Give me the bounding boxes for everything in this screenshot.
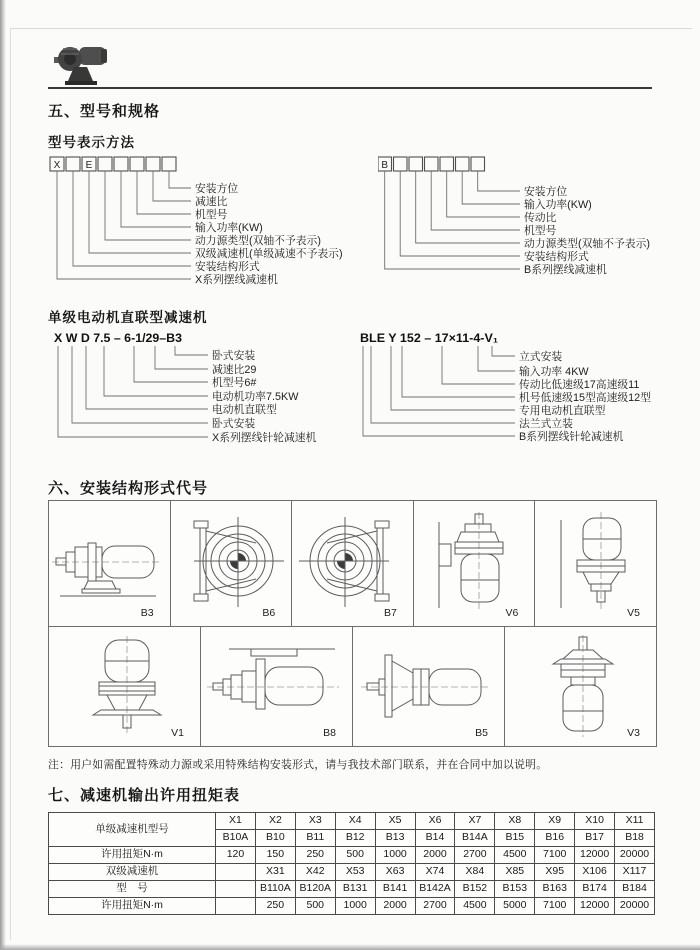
torque-table-cell: X5 (375, 813, 415, 830)
mount-code-b3: B3 (140, 607, 154, 619)
scan-edge-bottom (0, 944, 700, 950)
torque-table-cell: X84 (455, 864, 495, 881)
x-series-code-diagram (48, 155, 378, 295)
torque-table-cell: 2000 (415, 847, 455, 864)
mount-code-v6: V6 (505, 607, 519, 619)
xwd-model-code: X W D 7.5 – 6-1/29–B3 (54, 331, 183, 345)
mount-code-v5: V5 (627, 607, 640, 619)
mount-code-b5: B5 (475, 727, 488, 739)
torque-table (48, 812, 655, 915)
xwd-label-horizontal-mount: 卧式安装 (212, 350, 256, 362)
torque-table-cell: X7 (455, 813, 495, 830)
torque-table-cell: B18 (615, 830, 655, 847)
section6-title: 六、安装结构形式代号 (48, 480, 209, 497)
torque-table-cell: 500 (335, 847, 375, 864)
b-label-series: B系列摆线减速机 (524, 264, 607, 276)
torque-table-cell: B14 (415, 830, 455, 847)
ble-label-frame-size: 机号低速级15型高速级12型 (519, 392, 651, 404)
mount-code-b7: B7 (383, 607, 397, 619)
torque-table-cell: X42 (295, 864, 335, 881)
torque-table-cell: B131 (335, 881, 375, 898)
x-label-frame-size: 机型号 (195, 209, 228, 221)
torque-table-cell: 250 (295, 847, 335, 864)
x-box-0: X (53, 160, 61, 171)
torque-table-cell: B142A (415, 881, 455, 898)
xwd-label-series: X系列摆线针轮减速机 (212, 432, 317, 444)
v6-drawing (415, 512, 533, 616)
b-label-mount-orientation: 安装方位 (524, 186, 568, 198)
mount-cell-b3 (49, 501, 171, 627)
ble-model-code: BLE Y 152 – 17×11-4-V₁ (360, 331, 499, 345)
xwd-label-ratio-29: 减速比29 (212, 364, 257, 376)
torque-table-cell (216, 864, 256, 881)
torque-table-cell: B16 (535, 830, 575, 847)
torque-table-row (49, 813, 655, 830)
torque-table-cell: 2700 (455, 847, 495, 864)
section7-title: 七、减速机输出许用扭矩表 (48, 787, 241, 804)
x-label-structure: 安装结构形式 (195, 261, 260, 273)
mount-grid-row-1 (49, 501, 656, 627)
torque-table-cell: B163 (535, 881, 575, 898)
torque-table-cell: X11 (615, 813, 655, 830)
torque-table-cell: B120A (295, 881, 335, 898)
torque-table-cell: 12000 (575, 847, 615, 864)
ble-example-diagram (352, 330, 672, 450)
ble-label-input-power: 输入功率 4KW (519, 366, 589, 378)
b6-drawing (172, 513, 290, 615)
torque-table-cell: B14A (455, 830, 495, 847)
header-rule (48, 87, 652, 89)
x-label-input-power: 输入功率(KW) (195, 222, 263, 234)
torque-table-cell: 250 (255, 898, 295, 915)
b-box-0: B (381, 160, 389, 171)
mount-code-v1: V1 (171, 727, 184, 739)
torque-table-label-cell: 型 号 (49, 881, 216, 898)
torque-table-row (49, 881, 655, 898)
torque-table-cell: 5000 (495, 898, 535, 915)
mount-cell-b6 (171, 501, 293, 627)
torque-table-cell: B17 (575, 830, 615, 847)
mount-code-v3: V3 (627, 727, 640, 739)
torque-table-cell: X106 (575, 864, 615, 881)
torque-table-cell: B13 (375, 830, 415, 847)
mount-structure-grid (48, 500, 657, 747)
torque-table-cell: X85 (495, 864, 535, 881)
b-label-structure: 安装结构形式 (524, 251, 589, 263)
torque-table-cell: X74 (415, 864, 455, 881)
torque-table-cell: 2700 (415, 898, 455, 915)
torque-table-cell (216, 881, 256, 898)
page-frame-left (10, 28, 11, 940)
torque-table-cell: 20000 (615, 847, 655, 864)
torque-table-cell: 4500 (455, 898, 495, 915)
b-label-ratio: 传动比 (524, 212, 557, 224)
torque-table-cell: B10 (255, 830, 295, 847)
torque-table-label-cell: 双级减速机 (49, 864, 216, 881)
torque-table-cell: X9 (535, 813, 575, 830)
torque-table-cell (216, 898, 256, 915)
torque-table-cell: 12000 (575, 898, 615, 915)
torque-table-cell: 150 (255, 847, 295, 864)
x-label-double-stage: 双级减速机(单级减速不予表示) (195, 248, 343, 260)
single-stage-title: 单级电动机直联型减速机 (48, 310, 208, 325)
torque-table-cell: B152 (455, 881, 495, 898)
x-box-2: E (85, 160, 93, 171)
ble-label-flange-mount: 法兰式立装 (519, 418, 573, 430)
b-label-power-source: 动力源类型(双轴不予表示) (524, 238, 650, 250)
b-label-frame-size: 机型号 (524, 225, 557, 237)
ble-label-vertical-mount: 立式安装 (519, 351, 563, 363)
mount-cell-v1 (49, 627, 201, 746)
torque-table-cell: 7100 (535, 847, 575, 864)
mount-code-b6: B6 (262, 607, 276, 619)
mount-cell-v5 (535, 501, 656, 627)
mount-cell-v6 (414, 501, 536, 627)
torque-table-row (49, 864, 655, 881)
torque-table-cell: B141 (375, 881, 415, 898)
xwd-label-frame-6: 机型号6# (212, 377, 257, 389)
mount-cell-v3 (505, 627, 656, 746)
torque-table-cell: B12 (335, 830, 375, 847)
b7-drawing (293, 513, 411, 615)
torque-table-cell: X117 (615, 864, 655, 881)
torque-table-label-cell: 许用扭矩N·m (49, 898, 216, 915)
torque-table-cell: X4 (335, 813, 375, 830)
x-label-power-source: 动力源类型(双轴不予表示) (195, 235, 321, 247)
mount-cell-b8 (201, 627, 353, 746)
page-frame-top (10, 28, 692, 29)
torque-table-cell: X2 (255, 813, 295, 830)
ble-label-series: B系列摆线针轮减速机 (519, 431, 624, 443)
torque-table-cell: X1 (216, 813, 256, 830)
model-method-title: 型号表示方法 (48, 135, 135, 150)
b-label-input-power: 输入功率(KW) (524, 199, 592, 211)
torque-table-cell: 1000 (335, 898, 375, 915)
torque-table-cell: 1000 (375, 847, 415, 864)
torque-table-cell: X3 (295, 813, 335, 830)
mount-cell-b7 (292, 501, 414, 627)
gear-motor-photo (54, 37, 108, 87)
section5-title: 五、型号和规格 (48, 103, 161, 120)
mount-cell-b5 (353, 627, 505, 746)
b8-drawing (203, 637, 351, 737)
torque-table-cell: X10 (575, 813, 615, 830)
torque-table-cell: X53 (335, 864, 375, 881)
ble-label-ratio: 传动比低速级17高速级11 (519, 379, 640, 391)
v1-drawing (51, 636, 199, 738)
torque-table-cell: B184 (615, 881, 655, 898)
torque-table-label-cell: 许用扭矩N·m (49, 847, 216, 864)
torque-table-row (49, 847, 655, 864)
torque-table-cell: 4500 (495, 847, 535, 864)
xwd-label-direct-coupled: 电动机直联型 (212, 404, 277, 416)
mount-grid-row-2 (49, 627, 656, 746)
torque-table-label-cell: 单级减速机型号 (49, 813, 216, 847)
torque-table-cell: X63 (375, 864, 415, 881)
v5-drawing (537, 512, 655, 616)
torque-table-cell: B11 (295, 830, 335, 847)
mount-code-b8: B8 (323, 727, 336, 739)
b-series-code-diagram (378, 155, 678, 295)
x-label-ratio: 减速比 (195, 196, 228, 208)
torque-table-cell: X31 (255, 864, 295, 881)
special-config-note: 注：用户如需配置特殊动力源或采用特殊结构安装形式，请与我技术部门联系，并在合同中加以说明。 (48, 759, 548, 771)
torque-table-cell: 2000 (375, 898, 415, 915)
torque-table-cell: B10A (216, 830, 256, 847)
torque-table-row (49, 898, 655, 915)
torque-table-cell: 500 (295, 898, 335, 915)
torque-table-cell: X95 (535, 864, 575, 881)
xwd-label-motor-power: 电动机功率7.5KW (212, 391, 299, 403)
ble-label-special-motor: 专用电动机直联型 (519, 405, 606, 417)
b3-drawing (50, 514, 168, 614)
torque-table-cell: B153 (495, 881, 535, 898)
b5-drawing (355, 637, 503, 737)
torque-table-cell: 7100 (535, 898, 575, 915)
torque-table-cell: B15 (495, 830, 535, 847)
v3-drawing (507, 635, 655, 739)
torque-table-cell: B174 (575, 881, 615, 898)
scan-edge-left (0, 0, 6, 950)
torque-table-cell: X6 (415, 813, 455, 830)
xwd-label-horizontal-install: 卧式安装 (212, 418, 256, 430)
torque-table-cell: B110A (255, 881, 295, 898)
xwd-example-diagram (48, 330, 368, 450)
x-label-series: X系列摆线减速机 (195, 274, 278, 286)
torque-table-cell: 120 (216, 847, 256, 864)
x-label-mount-orientation: 安装方位 (195, 183, 239, 195)
torque-table-cell: X8 (495, 813, 535, 830)
torque-table-cell: 20000 (615, 898, 655, 915)
